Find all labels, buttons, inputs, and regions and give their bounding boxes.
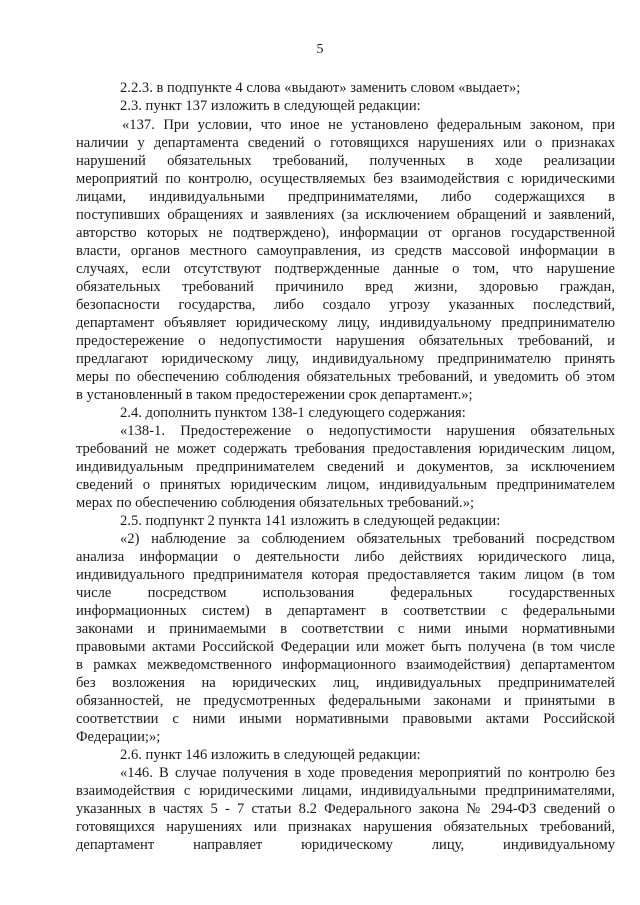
document-line: наличии у департамента сведений о готовящихся нарушениях или о признаках	[76, 135, 615, 151]
document-line: департамент направляет юридическому лицу, индивидуальному	[76, 837, 615, 853]
document-line: власти, органов местного самоуправления, из средств массовой информации в	[76, 243, 615, 259]
document-line: индивидуального предпринимателя которая предоставляется таким лицом (в том	[76, 567, 615, 583]
document-line: сведений о принятых юридическим лицом, индивидуальным предпринимателем	[76, 477, 615, 493]
document-line: числе посредством использования федеральных государственных	[76, 585, 615, 601]
document-line: 2.4. дополнить пунктом 138-1 следующего содержания:	[120, 405, 466, 421]
document-line: информационных систем) в департамент в соответствии с федеральными	[76, 603, 615, 619]
document-line: лицами, индивидуальными предпринимателями, либо содержащихся в	[76, 189, 615, 205]
document-line: без возложения на юридических лиц, индивидуальных предпринимателей	[76, 675, 615, 691]
document-line: предостережение о недопустимости нарушения обязательных требований, и	[76, 333, 615, 349]
document-line: в установленный в таком предостережении срок департамент.»;	[76, 387, 473, 403]
document-line: в рамках межведомственного информационного взаимодействия) департаментом	[76, 657, 615, 673]
document-line: «137. При условии, что иное не установлено федеральным законом, при	[122, 117, 615, 133]
document-line: требований не может содержать требования предоставления юридическим лицом,	[76, 441, 615, 457]
document-line: предлагают юридическому лицу, индивидуальному предпринимателю принять	[76, 351, 615, 367]
document-line: 2.3. пункт 137 изложить в следующей редакции:	[120, 98, 421, 114]
document-line: мероприятий по контролю, осуществляемых без взаимодействия с юридическими	[76, 171, 615, 187]
document-line: готовящихся нарушениях или признаках нарушения обязательных требований,	[76, 819, 615, 835]
document-line: взаимодействия с юридическими лицами, индивидуальными предпринимателями,	[76, 783, 615, 799]
document-line: авторство которых не подтверждено), информации от органов государственной	[76, 225, 615, 241]
document-line: анализа информации о деятельности либо действиях юридического лица,	[76, 549, 615, 565]
document-line: Федерации;»;	[76, 729, 161, 745]
document-line: мерах по обеспечению соблюдения обязательных требований.»;	[76, 495, 475, 511]
document-line: обязательных требований причинило вред жизни, здоровью граждан,	[76, 279, 615, 295]
document-line: 2.5. подпункт 2 пункта 141 изложить в следующей редакции:	[120, 513, 501, 529]
document-line: поступивших обращениях и заявлениях (за исключением обращений и заявлений,	[76, 207, 615, 223]
document-line: соответствии с ними иными нормативными правовыми актами Российской	[76, 711, 615, 727]
document-line: случаях, если отсутствуют подтвержденные данные о том, что нарушение	[76, 261, 615, 277]
document-line: «2) наблюдение за соблюдением обязательных требований посредством	[120, 531, 615, 547]
document-line: правовыми актами Российской Федерации или может быть получена (в том числе	[76, 639, 615, 655]
document-line: «146. В случае получения в ходе проведения мероприятий по контролю без	[120, 765, 615, 781]
document-line: индивидуальным предпринимателем сведений и документов, за исключением	[76, 459, 615, 475]
document-line: указанных в частях 5 - 7 статьи 8.2 Федерального закона № 294-ФЗ сведений о	[76, 801, 615, 817]
document-line: нарушений обязательных требований, полученных в ходе реализации	[76, 153, 615, 169]
document-line: 2.2.3. в подпункте 4 слова «выдают» заменить словом «выдает»;	[120, 80, 521, 96]
page-number: 5	[316, 42, 324, 57]
document-line: безопасности государства, либо создало угрозу указанных последствий,	[76, 297, 615, 313]
document-line: меры по обеспечению соблюдения обязательных требований, и уведомить об этом	[76, 369, 615, 385]
document-line: 2.6. пункт 146 изложить в следующей редакции:	[120, 747, 421, 763]
document-line: департамент объявляет юридическому лицу, индивидуальному предпринимателю	[76, 315, 615, 331]
document-line: «138-1. Предостережение о недопустимости нарушения обязательных	[120, 423, 615, 439]
document-line: обязанностей, не предусмотренных федеральными законами и принятыми в	[76, 693, 615, 709]
document-line: законами и принимаемыми в соответствии с ними иными нормативными	[76, 621, 615, 637]
